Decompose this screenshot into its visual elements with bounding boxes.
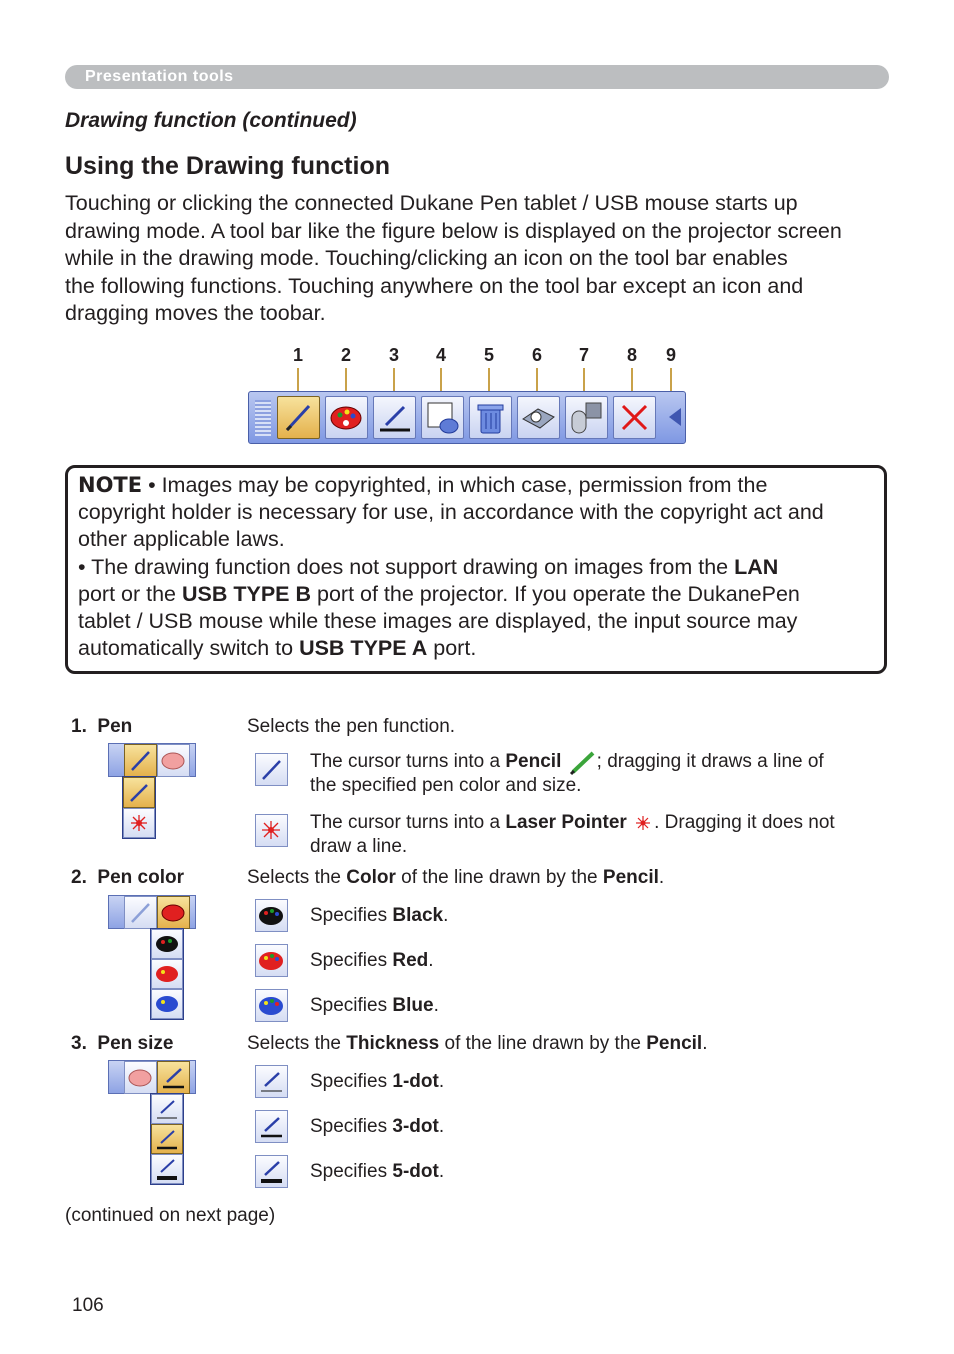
pencil-term: Pencil: [646, 1033, 703, 1054]
toolbar-callout-number: 1: [292, 345, 303, 365]
text: .: [443, 905, 449, 926]
red-term: Red: [392, 950, 429, 971]
text: ; dragging it draws a line of: [596, 751, 824, 773]
toolbar-callout-number: 5: [483, 345, 494, 365]
text: Specifies: [310, 905, 393, 926]
item-pen-color-heading: [71, 867, 184, 889]
lan-term: LAN: [734, 554, 779, 579]
color-dropdown: [150, 928, 184, 1020]
palette-icon: [124, 1061, 157, 1094]
usb-type-a-term: USB TYPE A: [299, 636, 428, 661]
laser-pointer-description: [310, 811, 890, 859]
size-dropdown: [150, 1093, 184, 1185]
collapse-arrow-icon[interactable]: [669, 408, 681, 426]
size-5dot-option-icon[interactable]: [151, 1154, 183, 1184]
item-title: Pen color: [97, 867, 184, 888]
text: Selects the: [247, 867, 347, 888]
pencil-description: [310, 750, 890, 798]
continued-note: (continued on next page): [65, 1205, 276, 1226]
item-pen-desc: Selects the pen function.: [247, 716, 456, 737]
black-palette-icon: [255, 899, 288, 932]
note-line: automatically switch to: [78, 636, 300, 661]
trash-icon[interactable]: [469, 396, 512, 439]
text: .: [428, 950, 434, 971]
text: Specifies: [310, 1161, 393, 1182]
text: The cursor turns into a: [310, 751, 506, 773]
note-line: • The drawing function does not support drawing on images from the: [78, 554, 735, 579]
intro-line: Touching or clicking the connected Dukane Pen tablet / USB mouse starts up: [65, 191, 798, 215]
item-number: 2.: [71, 867, 87, 888]
usb-type-b-term: USB TYPE B: [181, 581, 312, 606]
size-1dot-icon: [255, 1065, 288, 1098]
text: .: [702, 1033, 708, 1054]
text: the specified pen color and size.: [310, 775, 582, 797]
specifies-1dot: [310, 1070, 444, 1094]
item-title: Pen size: [97, 1033, 174, 1054]
thickness-term: Thickness: [346, 1033, 440, 1054]
toolbar-callout-number: 8: [626, 345, 637, 365]
intro-line: drawing mode. A tool bar like the figure below is displayed on the projector screen: [65, 218, 842, 243]
color-mini-toolbar: [108, 895, 196, 929]
note-text: [78, 472, 878, 662]
text: draw a line.: [310, 836, 408, 857]
note-line: • Images may be copyrighted, in which case, permission from the: [142, 473, 768, 497]
note-line: port.: [427, 636, 477, 661]
size-mini-toolbar: [108, 1060, 196, 1094]
text: .: [438, 1161, 445, 1182]
blue-palette-icon: [255, 989, 288, 1022]
red-palette-icon: [255, 944, 288, 977]
note-line: copyright holder is necessary for use, in accordance with the copyright act and: [78, 500, 824, 525]
specifies-blue: [310, 994, 439, 1018]
pen-size-icon: [157, 1061, 190, 1094]
note-line: port of the projector. If you operate the DukanePen: [311, 581, 800, 606]
page-heading: Using the Drawing function: [65, 152, 390, 180]
item-pen-size-desc: [247, 1033, 708, 1055]
text: The cursor turns into a: [310, 812, 506, 833]
text: Specifies: [310, 950, 393, 971]
toolbar-callout-number: 2: [340, 345, 351, 365]
item-pen-color-desc: [247, 867, 664, 889]
specifies-5dot: [310, 1160, 444, 1184]
subtitle: Drawing function (continued): [65, 109, 357, 132]
toolbar-grip[interactable]: [255, 400, 271, 436]
toolbar-callout-number: 4: [435, 345, 446, 365]
mouse-icon[interactable]: [565, 396, 608, 439]
text: Specifies: [310, 1071, 393, 1092]
pen-size-icon[interactable]: [373, 396, 416, 439]
3dot-term: 3-dot: [392, 1116, 439, 1137]
pencil-icon: [255, 753, 288, 786]
blue-palette-option-icon[interactable]: [151, 989, 183, 1019]
pen-icon: [124, 896, 157, 929]
item-number: 3.: [71, 1033, 87, 1054]
5dot-term: 5-dot: [392, 1161, 439, 1182]
toolbar-callout-number: 7: [578, 345, 589, 365]
pen-dropdown: [122, 776, 156, 839]
laser-pointer-icon: [255, 814, 288, 847]
palette-icon: [157, 896, 190, 929]
note-line: port or the: [78, 581, 182, 606]
black-palette-option-icon[interactable]: [151, 929, 183, 959]
specifies-black: [310, 904, 448, 928]
palette-icon[interactable]: [325, 396, 368, 439]
color-term: Color: [346, 867, 396, 888]
page-number: 106: [72, 1295, 104, 1316]
text: .: [433, 995, 439, 1016]
note-line: tablet / USB mouse while these images are displayed, the input source may: [78, 609, 798, 634]
item-pen-size-heading: [71, 1033, 173, 1055]
pen-icon[interactable]: [277, 396, 320, 439]
laser-pointer-option-icon[interactable]: [123, 808, 155, 838]
size-3dot-option-icon[interactable]: [151, 1124, 183, 1154]
section-header-bar: [65, 65, 889, 89]
text: .: [438, 1116, 445, 1137]
pencil-option-icon[interactable]: [123, 777, 155, 808]
specifies-red: [310, 949, 434, 973]
text: . Dragging it does not: [654, 812, 835, 833]
black-term: Black: [392, 905, 444, 926]
text: .: [438, 1071, 445, 1092]
item-title: Pen: [97, 716, 133, 737]
intro-line: while in the drawing mode. Touching/clicking an icon on the tool bar enables: [65, 246, 788, 270]
item-number: 1.: [71, 716, 87, 737]
specifies-3dot: [310, 1115, 444, 1139]
eraser-icon[interactable]: [421, 396, 464, 439]
size-3dot-icon: [255, 1110, 288, 1143]
pencil-term: Pencil: [505, 751, 562, 773]
note-label: NOTE: [78, 473, 143, 497]
pencil-term: Pencil: [602, 867, 659, 888]
palette-icon: [157, 744, 190, 777]
toolbar-callout-number: 6: [531, 345, 542, 365]
intro-paragraph: [65, 190, 895, 328]
laser-pointer-term: Laser Pointer: [505, 812, 627, 833]
note-line: other applicable laws.: [78, 527, 285, 552]
text: Selects the: [247, 1033, 347, 1054]
intro-line: the following functions. Touching anywhere on the tool bar except an icon and: [65, 273, 804, 298]
pen-mini-toolbar: [108, 743, 196, 777]
text: Specifies: [310, 995, 393, 1016]
toolbar-callout-number: 9: [665, 345, 676, 365]
text: of the line drawn by the: [439, 1033, 647, 1054]
text: .: [658, 867, 665, 888]
close-icon[interactable]: [613, 396, 656, 439]
blue-term: Blue: [392, 995, 434, 1016]
red-palette-option-icon[interactable]: [151, 959, 183, 989]
projector-icon[interactable]: [517, 396, 560, 439]
size-5dot-icon: [255, 1155, 288, 1188]
size-1dot-option-icon[interactable]: [151, 1094, 183, 1124]
laser-sparkle-icon: [632, 813, 654, 833]
section-title: Presentation tools: [85, 68, 234, 85]
text: Specifies: [310, 1116, 393, 1137]
pen-icon: [124, 744, 157, 777]
toolbar-callout-number: 3: [388, 345, 399, 365]
intro-line: dragging moves the toobar.: [65, 301, 326, 325]
drawing-toolbar[interactable]: [248, 391, 686, 444]
text: of the line drawn by the: [395, 867, 603, 888]
green-pencil-icon: [567, 750, 597, 774]
item-pen-heading: [71, 716, 132, 738]
1dot-term: 1-dot: [392, 1071, 439, 1092]
